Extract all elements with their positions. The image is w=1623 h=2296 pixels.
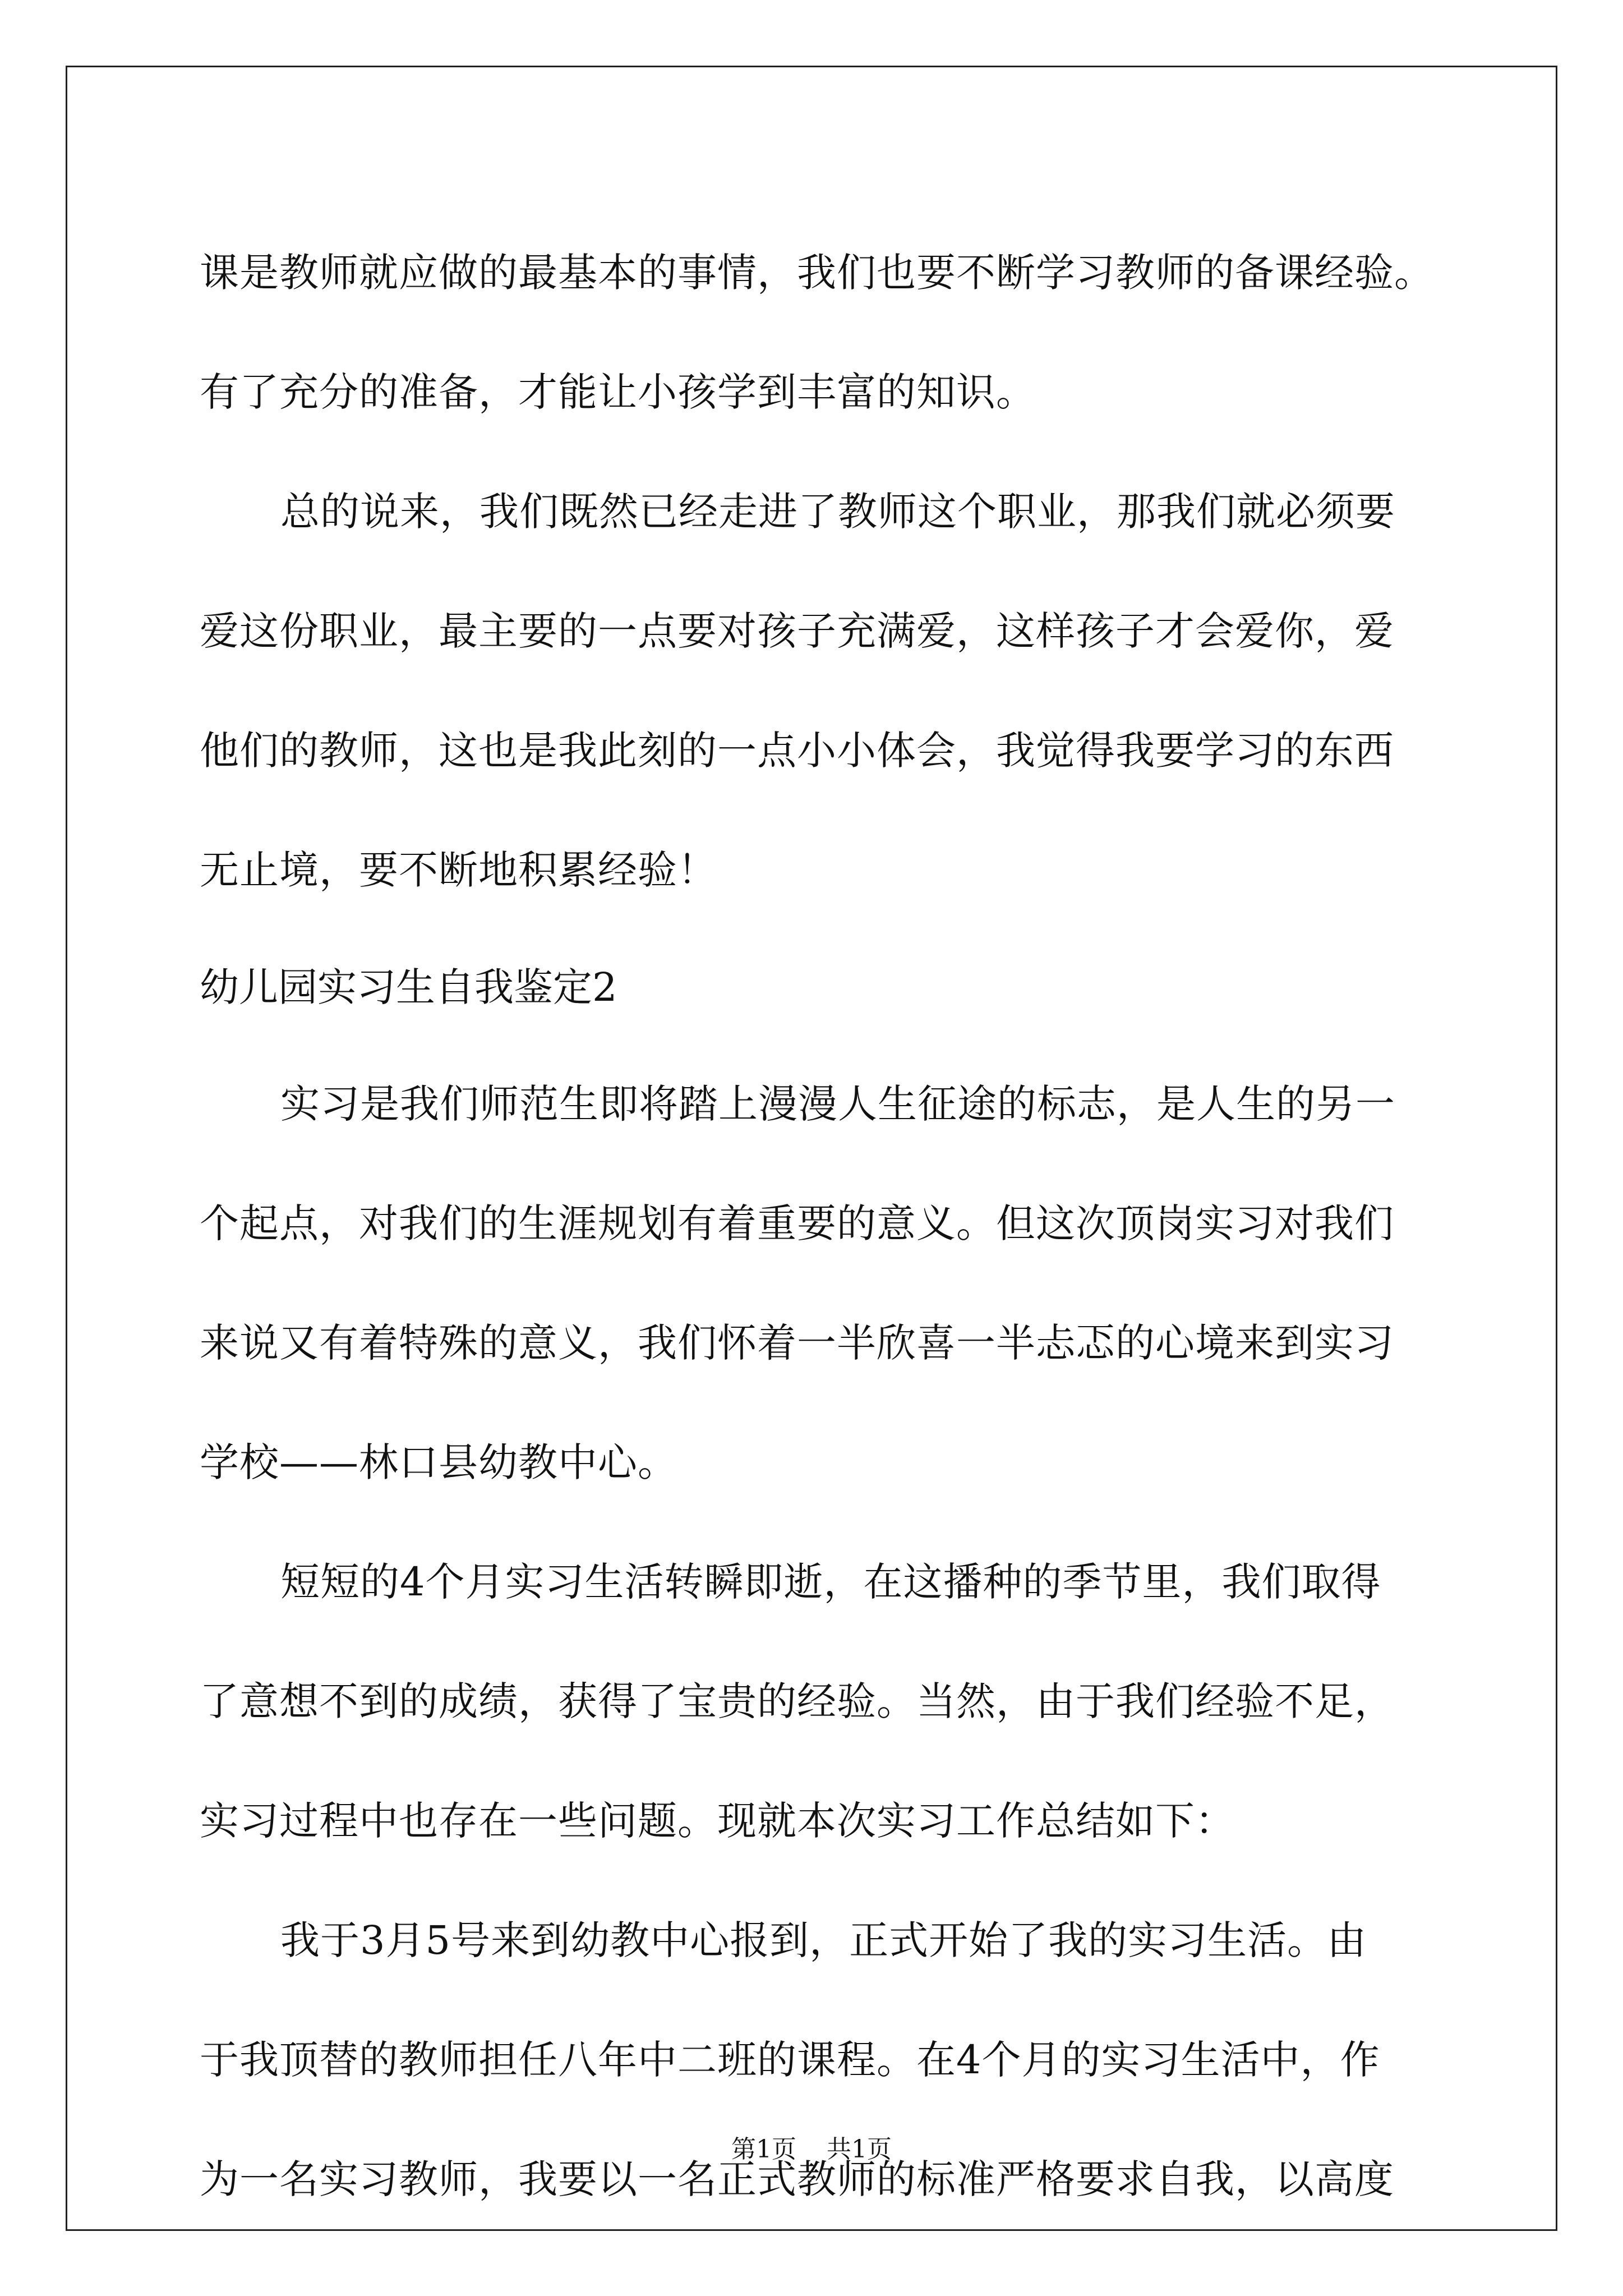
text-line: 有了充分的准备，才能让小孩学到丰富的知识。 [200, 369, 1036, 415]
text-line: 了意想不到的成绩，获得了宝贵的经验。当然，由于我们经验不足， [200, 1678, 1394, 1724]
paragraph-start: 短短的4个月实习生活转瞬即逝，在这播种的季节里，我们取得 [280, 1559, 1381, 1605]
text-line: 个起点，对我们的生涯规划有着重要的意义。但这次顶岗实习对我们 [200, 1200, 1394, 1246]
text-line: 课是教师就应做的最基本的事情，我们也要不断学习教师的备课经验。 [200, 250, 1434, 296]
page-number: 第1页 [731, 2135, 796, 2164]
paragraph-start: 实习是我们师范生即将踏上漫漫人生征途的标志，是人生的另一 [280, 1081, 1395, 1127]
text-line: 来说又有着特殊的意义，我们怀着一半欣喜一半忐忑的心境来到实习 [200, 1320, 1394, 1366]
text-line: 无止境，要不断地积累经验！ [200, 847, 717, 893]
paragraph-start: 我于3月5号来到幼教中心报到，正式开始了我的实习生活。由 [280, 1917, 1367, 1963]
text-line: 他们的教师，这也是我此刻的一点小小体会，我觉得我要学习的东西 [200, 728, 1394, 774]
text-line: 学校——林口县幼教中心。 [200, 1439, 677, 1485]
text-line: 实习过程中也存在一些问题。现就本次实习工作总结如下： [200, 1798, 1235, 1844]
text-line: 为一名实习教师，我要以一名正式教师的标准严格要求自我，以高度 [200, 2156, 1394, 2202]
paragraph-start: 总的说来，我们既然已经走进了教师这个职业，那我们就必须要 [280, 489, 1395, 535]
section-heading: 幼儿园实习生自我鉴定2 [200, 964, 617, 1010]
page-total: 共1页 [827, 2135, 892, 2164]
text-line: 于我顶替的教师担任八年中二班的课程。在4个月的实习生活中，作 [200, 2037, 1380, 2083]
text-line: 爱这份职业，最主要的一点要对孩子充满爱，这样孩子才会爱你，爱 [200, 608, 1394, 654]
page-footer [0, 2129, 1623, 2165]
document-body [200, 213, 1433, 2239]
